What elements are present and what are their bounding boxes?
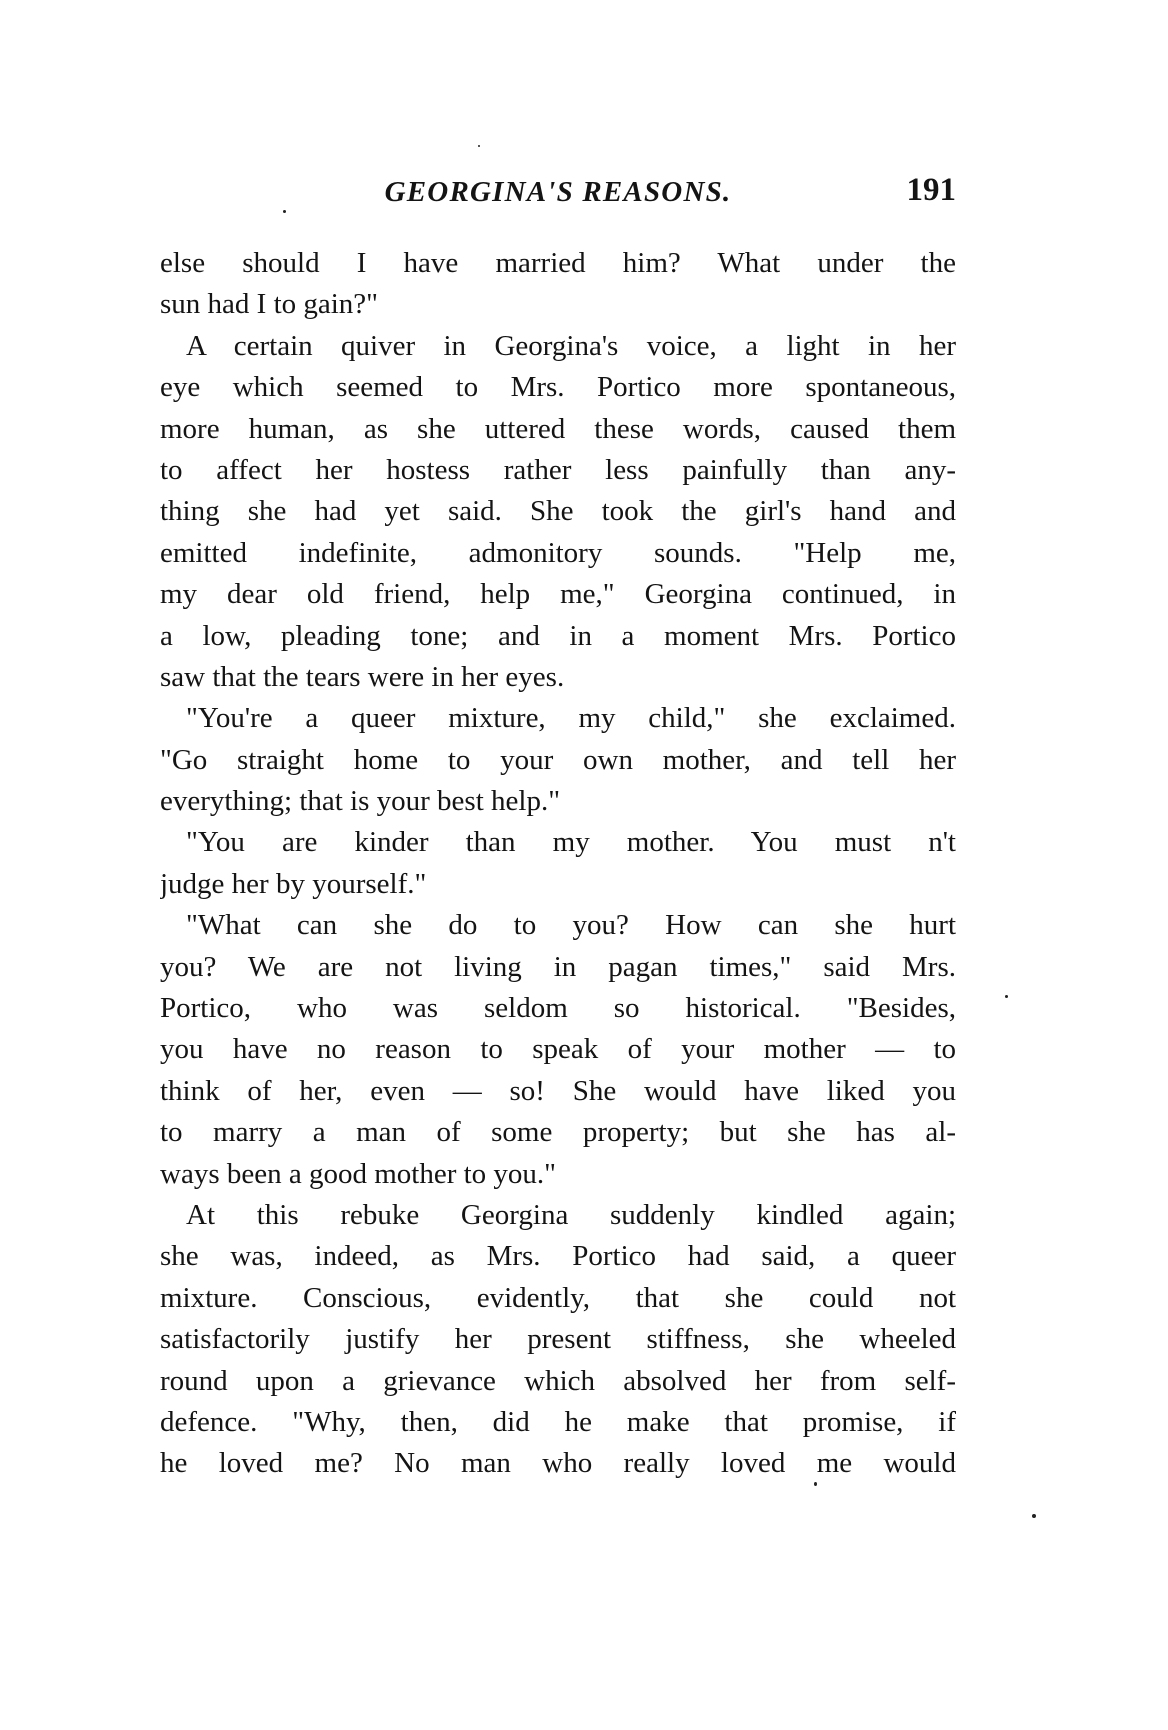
- body-text: [160, 243, 956, 1485]
- text-line: emitted indefinite, admonitory sounds. "Help me,: [160, 536, 956, 569]
- text-line: he loved me? No man who really loved me would: [160, 1447, 956, 1480]
- text-line: "What can she do to you? How can she hurt: [186, 909, 956, 942]
- text-line: my dear old friend, help me," Georgina continued, in: [160, 578, 956, 611]
- text-line: mixture. Conscious, evidently, that she could not: [160, 1281, 956, 1314]
- text-line: At this rebuke Georgina suddenly kindled again;: [186, 1198, 956, 1231]
- page-number: 191: [906, 172, 956, 208]
- print-speck: [814, 1482, 817, 1486]
- text-line: everything; that is your best help.": [160, 785, 561, 818]
- text-line: eye which seemed to Mrs. Portico more spontaneous,: [160, 371, 956, 404]
- text-line: defence. "Why, then, did he make that promise, if: [160, 1405, 956, 1438]
- text-line: "You're a queer mixture, my child," she exclaimed.: [186, 702, 956, 735]
- text-line: "Go straight home to your own mother, and tell her: [160, 743, 956, 776]
- text-line: to affect her hostess rather less painfully than any-: [160, 453, 956, 486]
- text-line: satisfactorily justify her present stiffness, she wheeled: [160, 1323, 956, 1356]
- running-title: GEORGINA'S REASONS.: [384, 176, 732, 208]
- print-speck: [1005, 995, 1008, 998]
- text-line: sun had I to gain?": [160, 288, 379, 321]
- text-line: to marry a man of some property; but she has al-: [160, 1116, 956, 1149]
- text-line: Portico, who was seldom so historical. "Besides,: [160, 992, 956, 1025]
- print-speck: [1032, 1514, 1036, 1518]
- print-speck: [283, 210, 286, 213]
- text-line: more human, as she uttered these words, caused them: [160, 412, 956, 445]
- text-line: else should I have married him? What under the: [160, 247, 956, 279]
- text-line: you have no reason to speak of your mother — to: [160, 1033, 956, 1066]
- running-head: [160, 172, 956, 222]
- text-line: you? We are not living in pagan times," said Mrs.: [160, 950, 956, 983]
- text-line: A certain quiver in Georgina's voice, a light in her: [186, 329, 956, 362]
- text-line: ways been a good mother to you.": [160, 1157, 557, 1190]
- text-line: "You are kinder than my mother. You must n't: [186, 826, 956, 859]
- text-line: she was, indeed, as Mrs. Portico had said, a queer: [160, 1240, 956, 1273]
- text-line: thing she had yet said. She took the girl's hand and: [160, 495, 956, 528]
- text-line: saw that the tears were in her eyes.: [160, 660, 565, 693]
- print-speck: [478, 145, 480, 147]
- text-line: a low, pleading tone; and in a moment Mrs. Portico: [160, 619, 956, 652]
- text-line: think of her, even — so! She would have liked you: [160, 1074, 956, 1107]
- text-line: round upon a grievance which absolved her from self-: [160, 1364, 956, 1397]
- text-line: judge her by yourself.": [160, 867, 427, 900]
